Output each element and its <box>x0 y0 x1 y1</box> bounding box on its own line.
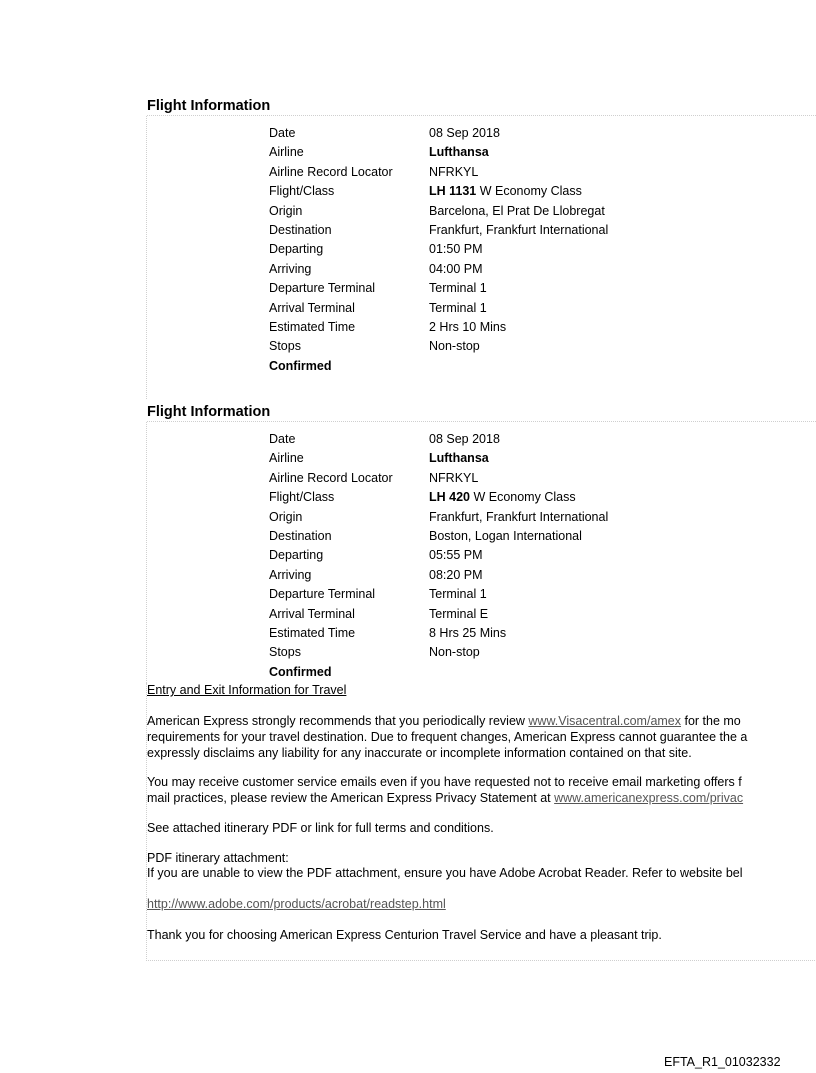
arrival-terminal-label: Arrival Terminal <box>269 606 355 621</box>
flight-1-row-status <box>147 357 816 376</box>
flight-2-row-arr-terminal <box>147 605 816 624</box>
date-label: Date <box>269 126 296 140</box>
pdf-attachment-heading: PDF itinerary attachment: <box>147 851 289 865</box>
destination-label: Destination <box>269 529 332 543</box>
arrival-terminal-value: Terminal E <box>429 606 489 621</box>
terms-notice: See attached itinerary PDF or link for full terms and conditions. <box>147 821 494 835</box>
flight-class-value <box>429 488 576 507</box>
flight-class-label: Flight/Class <box>269 184 335 199</box>
booking-status: Confirmed <box>269 358 332 373</box>
departing-label: Departing <box>269 242 324 257</box>
flight-2-row-status <box>147 663 816 682</box>
estimated-time-label: Estimated Time <box>269 626 356 640</box>
date-value: 08 Sep 2018 <box>429 432 500 446</box>
departure-terminal-label: Departure Terminal <box>269 587 376 602</box>
recommendation-text: American Express strongly recommends that you periodically review <box>147 714 529 728</box>
flight-2-row-date <box>147 430 816 449</box>
document-id: EFTA_R1_01032332 <box>664 1055 781 1069</box>
departing-value: 05:55 PM <box>429 548 483 563</box>
origin-value: Frankfurt, Frankfurt International <box>429 509 609 524</box>
flight-2-row-origin <box>147 508 816 527</box>
flight-2-row-destination <box>147 527 816 546</box>
destination-value: Boston, Logan International <box>429 529 582 543</box>
recommendation-line-3: expressly disclaims any liability for any inaccurate or incomplete information contained on that site. <box>147 746 692 760</box>
cabin-class: W Economy Class <box>476 184 582 199</box>
flight-number: LH 1131 <box>429 184 477 199</box>
destination-label: Destination <box>269 223 332 237</box>
date-label: Date <box>269 432 296 446</box>
arrival-terminal-value: Terminal 1 <box>429 300 487 315</box>
flight-1-row-arriving <box>147 260 816 279</box>
estimated-time-value: 8 Hrs 25 Mins <box>429 626 507 640</box>
arriving-label: Arriving <box>269 261 312 276</box>
flight-2-row-departing <box>147 546 816 565</box>
arriving-value: 04:00 PM <box>429 261 483 276</box>
emails-notice-line-1: You may receive customer service emails even if you have requested not to receive email marketing offers f <box>147 775 742 789</box>
privacy-statement-link[interactable]: www.americanexpress.com/privac <box>554 791 744 805</box>
destination-value: Frankfurt, Frankfurt International <box>429 223 609 237</box>
flight-1-row-flightclass <box>147 182 816 201</box>
stops-value: Non-stop <box>429 339 480 354</box>
airline-label: Airline <box>269 451 304 466</box>
estimated-time-label: Estimated Time <box>269 320 356 334</box>
arriving-label: Arriving <box>269 567 312 582</box>
airline-value: Lufthansa <box>429 451 489 466</box>
airline-label: Airline <box>269 145 304 160</box>
flight-1-row-origin <box>147 202 816 221</box>
flight-1-row-est-time <box>147 318 816 337</box>
flight-1-row-dep-terminal <box>147 279 816 298</box>
flight-2-row-airline <box>147 449 816 468</box>
flight-number: LH 420 <box>429 490 470 505</box>
record-locator-label: Airline Record Locator <box>269 164 393 179</box>
flight-1-row-arr-terminal <box>147 299 816 318</box>
recommendation-text-tail: for the mo <box>681 714 741 728</box>
emails-notice-line-2 <box>147 791 743 806</box>
privacy-text: mail practices, please review the American Express Privacy Statement at <box>147 791 555 805</box>
flight-2-row-stops <box>147 643 816 662</box>
cabin-class: W Economy Class <box>470 490 576 505</box>
adobe-reader-link[interactable]: http://www.adobe.com/products/acrobat/readstep.html <box>147 897 446 911</box>
flight-2-section-title: Flight Information <box>147 403 816 422</box>
airline-value: Lufthansa <box>429 145 489 160</box>
visacentral-link[interactable]: www.Visacentral.com/amex <box>528 714 682 728</box>
flight-1-section-title: Flight Information <box>147 97 816 116</box>
flight-2-row-locator <box>147 469 816 488</box>
flight-1-row-departing <box>147 240 816 259</box>
flight-class-value <box>429 182 582 201</box>
booking-status: Confirmed <box>269 664 332 679</box>
flight-class-label: Flight/Class <box>269 490 335 505</box>
stops-value: Non-stop <box>429 645 480 660</box>
departure-terminal-value: Terminal 1 <box>429 587 487 602</box>
origin-label: Origin <box>269 203 303 218</box>
thank-you-message: Thank you for choosing American Express Centurion Travel Service and have a pleasant trip. <box>147 928 662 942</box>
flight-2-row-est-time <box>147 624 816 643</box>
origin-label: Origin <box>269 509 303 524</box>
flight-2-details <box>146 422 816 683</box>
estimated-time-value: 2 Hrs 10 Mins <box>429 320 507 334</box>
flight-2-row-arriving <box>147 566 816 585</box>
flight-1-row-destination <box>147 221 816 240</box>
flight-1-row-airline <box>147 143 816 162</box>
stops-label: Stops <box>269 645 301 660</box>
arriving-value: 08:20 PM <box>429 567 483 582</box>
arrival-terminal-label: Arrival Terminal <box>269 300 355 315</box>
record-locator-value: NFRKYL <box>429 470 479 485</box>
flight-1-row-stops <box>147 337 816 356</box>
entry-exit-heading: Entry and Exit Information for Travel <box>147 683 347 697</box>
recommendation-line-1 <box>147 714 741 729</box>
flight-1-details <box>146 116 816 399</box>
record-locator-value: NFRKYL <box>429 164 479 179</box>
recommendation-line-2: requirements for your travel destination. Due to frequent changes, American Express cannot guarantee the a <box>147 730 748 744</box>
departure-terminal-value: Terminal 1 <box>429 281 487 296</box>
departing-value: 01:50 PM <box>429 242 483 257</box>
departure-terminal-label: Departure Terminal <box>269 281 376 296</box>
origin-value: Barcelona, El Prat De Llobregat <box>429 203 605 218</box>
flight-2-row-flightclass <box>147 488 816 507</box>
flight-1-row-locator <box>147 163 816 182</box>
record-locator-label: Airline Record Locator <box>269 470 393 485</box>
flight-1-row-date <box>147 124 816 143</box>
date-value: 08 Sep 2018 <box>429 126 500 140</box>
pdf-reader-notice: If you are unable to view the PDF attachment, ensure you have Adobe Acrobat Reader. Refer to website bel <box>147 866 743 880</box>
departing-label: Departing <box>269 548 324 563</box>
stops-label: Stops <box>269 339 301 354</box>
flight-2-row-dep-terminal <box>147 585 816 604</box>
